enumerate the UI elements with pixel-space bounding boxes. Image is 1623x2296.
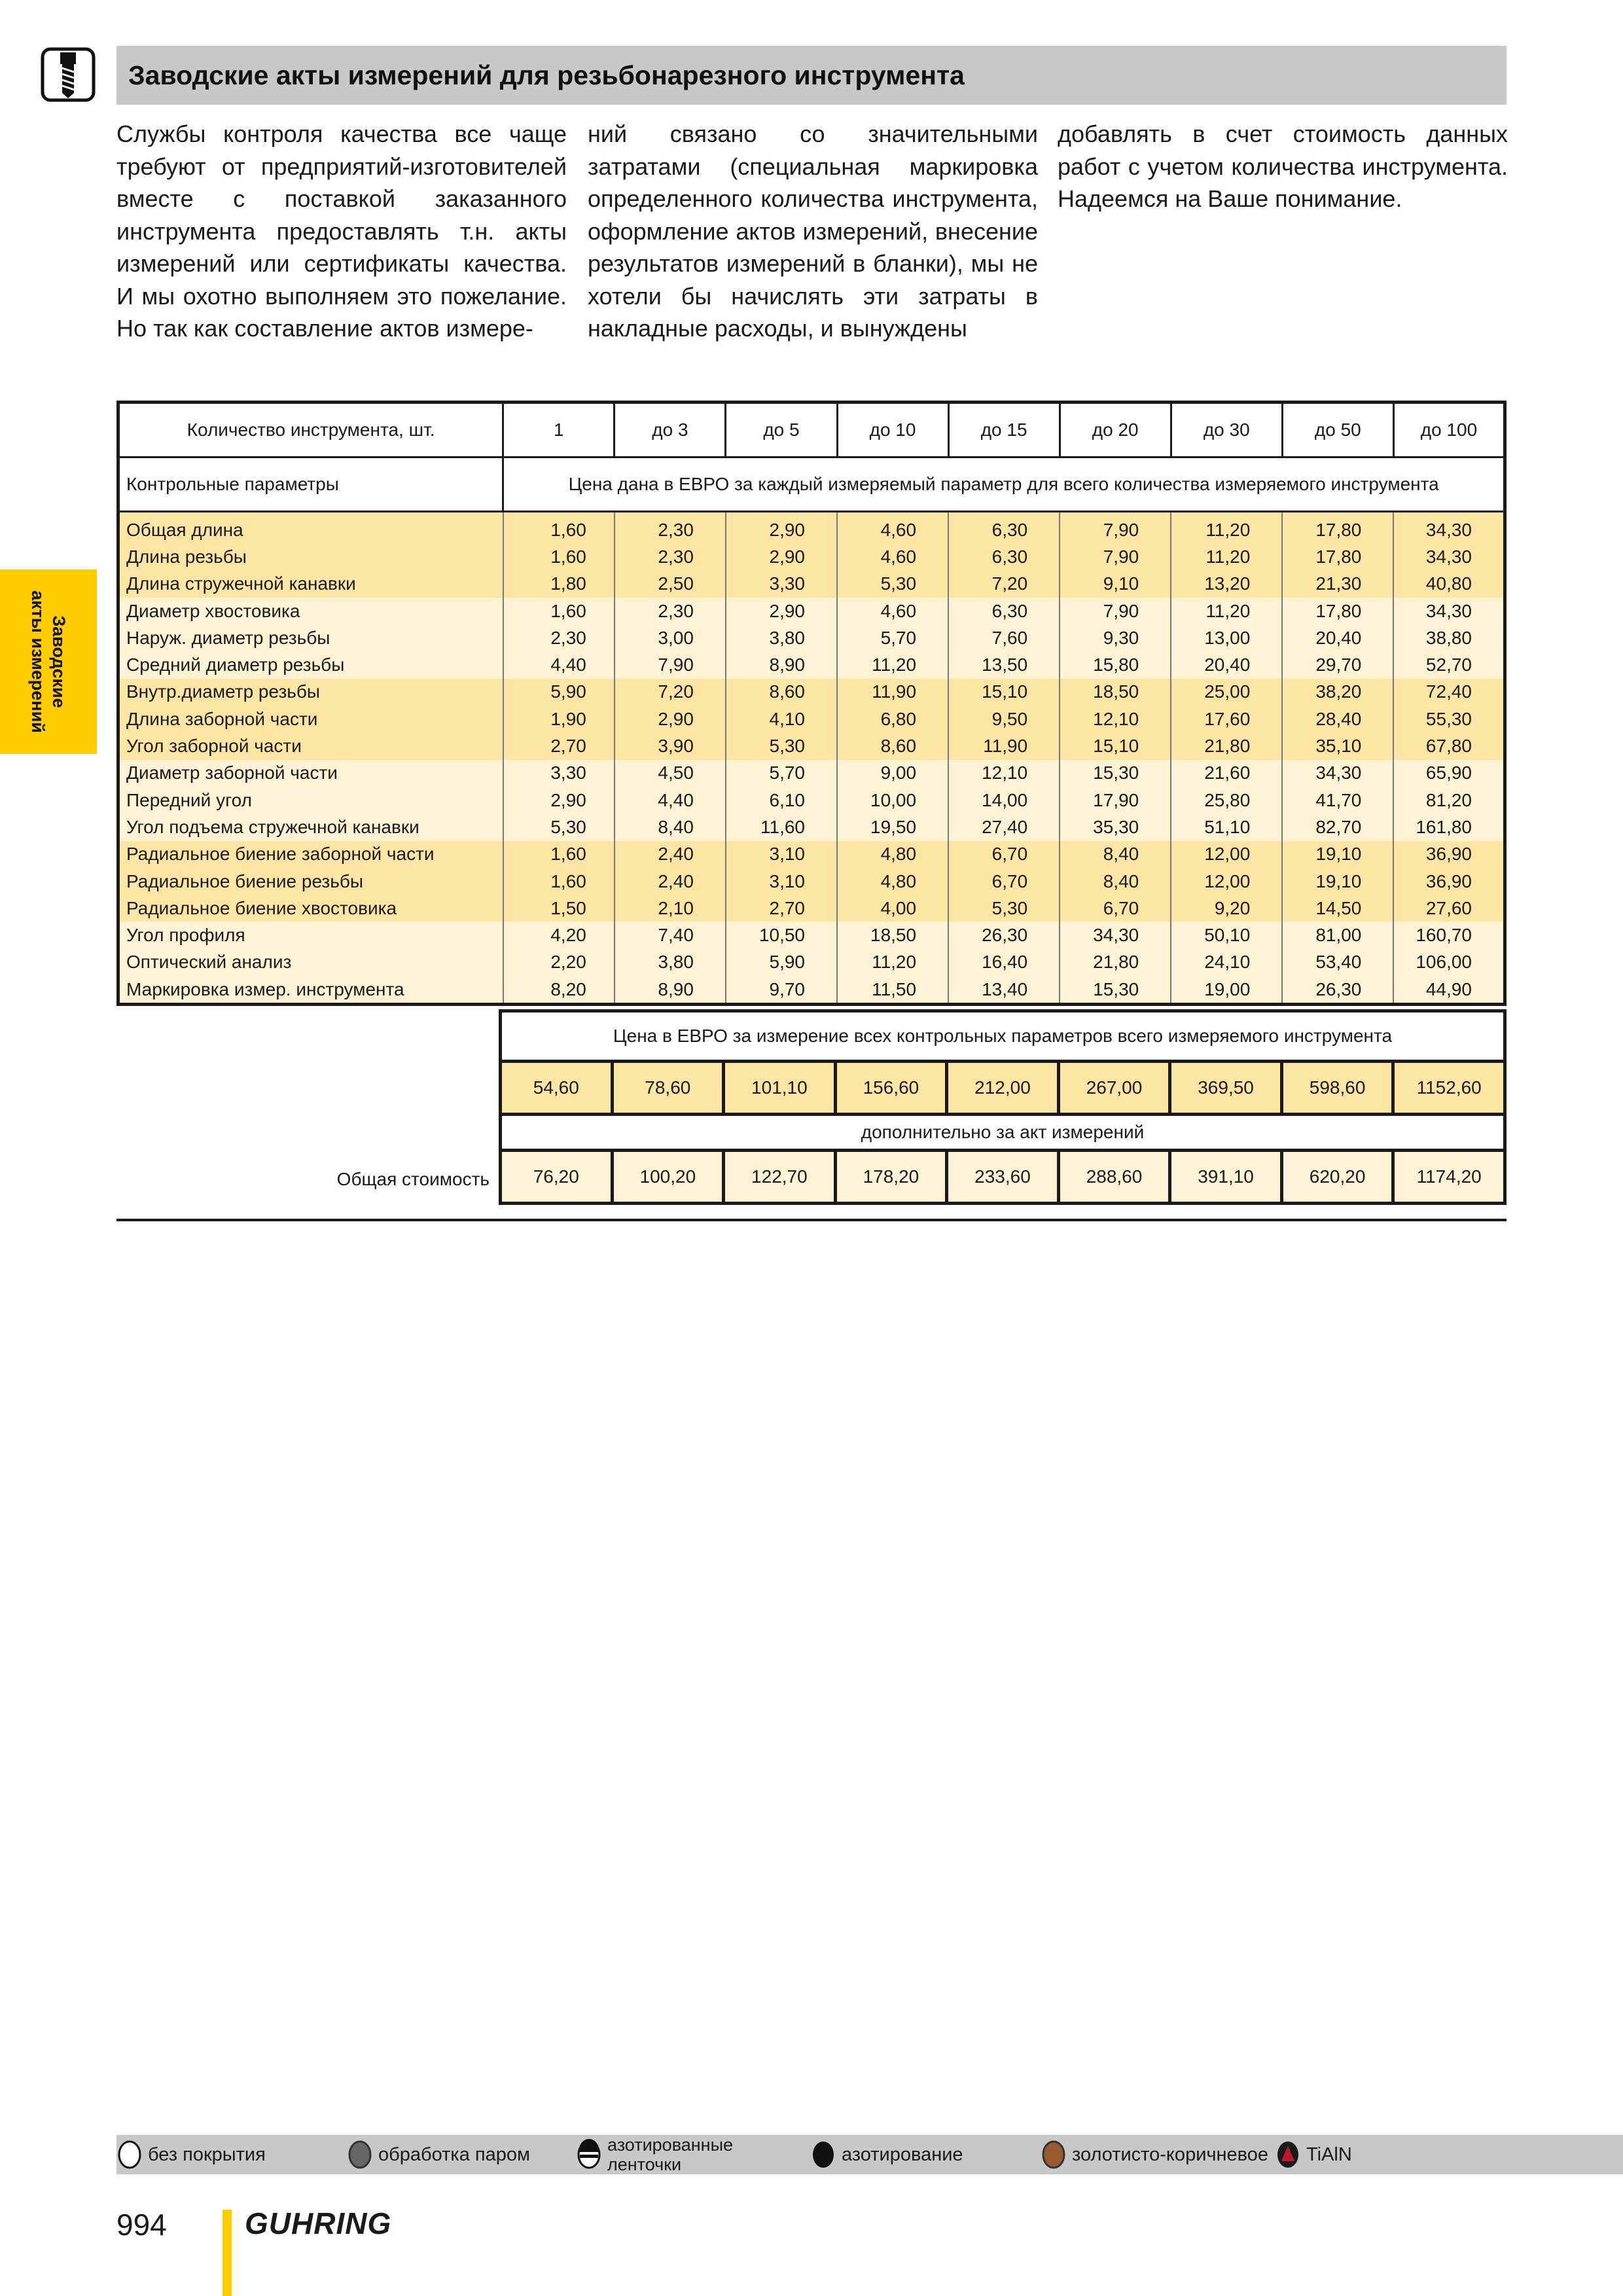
price-cell: 2,90 <box>615 706 726 732</box>
price-cell: 5,30 <box>948 895 1060 922</box>
tap-tool-icon <box>41 47 96 102</box>
parameter-name: Длина стружечной канавки <box>126 573 356 594</box>
price-cell: 4,00 <box>837 895 948 922</box>
price-cell: 12,10 <box>948 760 1060 787</box>
price-cell: 11,20 <box>1171 512 1282 544</box>
table-row <box>118 814 1505 840</box>
footer-accent-bar <box>223 2210 232 2296</box>
price-cell: 2,50 <box>615 571 726 598</box>
page-number: 994 <box>116 2208 167 2242</box>
price-cell: 4,50 <box>615 760 726 787</box>
price-cell: 34,30 <box>1393 543 1505 570</box>
quantity-header-row <box>118 403 1505 457</box>
parameter-header-row <box>118 457 1505 512</box>
price-cell: 8,60 <box>837 732 948 759</box>
price-cell: 55,30 <box>1393 706 1505 732</box>
price-cell: 44,90 <box>1393 976 1505 1005</box>
all-params-value: 54,60 <box>501 1062 613 1115</box>
totals-table <box>499 1009 1507 1205</box>
qty-col-header: 1 <box>503 403 615 457</box>
total-value: 391,10 <box>1170 1151 1282 1204</box>
price-cell: 13,40 <box>948 976 1060 1005</box>
side-tab-line-1: Заводские <box>49 615 69 708</box>
table-row <box>118 651 1505 678</box>
table-row <box>118 512 1505 544</box>
page-title-bar <box>116 46 1507 105</box>
total-value: 178,20 <box>835 1151 947 1204</box>
price-cell: 38,20 <box>1282 679 1393 706</box>
price-cell: 1,60 <box>503 512 615 544</box>
price-cell: 8,40 <box>1060 841 1171 868</box>
price-cell: 15,10 <box>1060 732 1171 759</box>
price-cell: 34,30 <box>1282 760 1393 787</box>
qty-col-header: до 20 <box>1060 403 1171 457</box>
price-cell: 81,00 <box>1282 922 1393 948</box>
qty-col-header: до 5 <box>726 403 837 457</box>
all-params-value: 156,60 <box>835 1062 947 1115</box>
price-cell: 5,30 <box>726 732 837 759</box>
page-title: Заводские акты измерений для резьбонарезного инструмента <box>128 60 965 90</box>
price-cell: 11,50 <box>837 976 948 1005</box>
table-row <box>118 543 1505 570</box>
price-cell: 19,10 <box>1282 868 1393 895</box>
legend-label: обработка паром <box>378 2144 530 2165</box>
table-row <box>118 922 1505 948</box>
price-cell: 11,90 <box>948 732 1060 759</box>
intro-column-2: ний связано со значительными затратами (специальная маркировка определенного количества инструмента, оформление актов измерений, внесение результатов измерений в бланки), мы не хотели бы начислять эти затраты в накладные расходы, и вынуждены <box>588 120 1038 342</box>
parameter-name: Средний диаметр резьбы <box>126 655 345 675</box>
price-cell: 72,40 <box>1393 679 1505 706</box>
qty-col-header: до 100 <box>1393 403 1505 457</box>
price-cell: 4,60 <box>837 543 948 570</box>
legend-label: азотированные ленточки <box>607 2135 733 2174</box>
intro-column-1: Службы контроля качества все чаще требуют от предприятий-изготовителей вместе с поставкой заказанного инструмента предоставлять т.н. акты измерений или сертификаты качества. И мы охотно выполняем это пожелание. Но так как составление актов измере- <box>116 120 567 342</box>
table-row <box>118 787 1505 814</box>
table-row <box>118 624 1505 651</box>
price-cell: 7,90 <box>1060 598 1171 624</box>
price-cell: 15,10 <box>948 679 1060 706</box>
price-cell: 27,40 <box>948 814 1060 840</box>
price-cell: 52,70 <box>1393 651 1505 678</box>
price-cell: 1,60 <box>503 841 615 868</box>
table-row <box>118 598 1505 624</box>
price-cell: 4,20 <box>503 922 615 948</box>
price-cell: 8,90 <box>615 976 726 1005</box>
price-cell: 2,20 <box>503 949 615 976</box>
price-cell: 82,70 <box>1282 814 1393 840</box>
price-cell: 40,80 <box>1393 571 1505 598</box>
price-cell: 9,70 <box>726 976 837 1005</box>
price-cell: 26,30 <box>1282 976 1393 1005</box>
price-cell: 65,90 <box>1393 760 1505 787</box>
price-cell: 4,10 <box>726 706 837 732</box>
price-cell: 1,90 <box>503 706 615 732</box>
price-cell: 160,70 <box>1393 922 1505 948</box>
price-cell: 10,50 <box>726 922 837 948</box>
price-cell: 9,50 <box>948 706 1060 732</box>
price-cell: 34,30 <box>1393 598 1505 624</box>
parameter-name: Угол профиля <box>126 925 245 946</box>
price-cell: 3,80 <box>726 624 837 651</box>
parameter-name: Маркировка измер. инструмента <box>126 978 404 999</box>
total-value: 1174,20 <box>1393 1151 1505 1204</box>
price-cell: 7,20 <box>948 571 1060 598</box>
price-cell: 3,10 <box>726 868 837 895</box>
price-cell: 10,00 <box>837 787 948 814</box>
price-cell: 4,80 <box>837 841 948 868</box>
price-cell: 5,30 <box>837 571 948 598</box>
parameter-name: Наруж. диаметр резьбы <box>126 627 330 648</box>
legend-label: TiAlN <box>1306 2144 1352 2165</box>
price-cell: 6,30 <box>948 598 1060 624</box>
price-cell: 16,40 <box>948 949 1060 976</box>
price-cell: 19,10 <box>1282 841 1393 868</box>
price-cell: 11,20 <box>837 651 948 678</box>
price-cell: 3,10 <box>726 841 837 868</box>
price-cell: 18,50 <box>837 922 948 948</box>
legend-item <box>1041 2135 1268 2174</box>
quantity-label: Количество инструмента, шт. <box>118 403 503 457</box>
price-cell: 4,60 <box>837 512 948 544</box>
all-params-value: 1152,60 <box>1393 1062 1505 1115</box>
price-cell: 15,30 <box>1060 760 1171 787</box>
legend-label: золотисто-коричневое <box>1072 2144 1268 2165</box>
side-tab-line-2: акты измерений <box>28 590 48 733</box>
price-cell: 4,60 <box>837 598 948 624</box>
qty-col-header: до 10 <box>837 403 948 457</box>
price-cell: 53,40 <box>1282 949 1393 976</box>
legend-item <box>347 2135 530 2174</box>
table-row <box>118 760 1505 787</box>
price-cell: 36,90 <box>1393 841 1505 868</box>
table-row <box>118 949 1505 976</box>
price-cell: 17,80 <box>1282 598 1393 624</box>
tialn-icon <box>1275 2139 1301 2170</box>
uncoated-icon <box>116 2139 143 2170</box>
parameter-name: Длина заборной части <box>126 708 318 729</box>
total-value: 122,70 <box>724 1151 836 1204</box>
price-cell: 25,00 <box>1171 679 1282 706</box>
price-cell: 2,90 <box>503 787 615 814</box>
price-cell: 19,50 <box>837 814 948 840</box>
price-cell: 3,80 <box>615 949 726 976</box>
price-cell: 7,90 <box>615 651 726 678</box>
price-cell: 2,30 <box>615 598 726 624</box>
total-value: 100,20 <box>612 1151 724 1204</box>
price-cell: 11,60 <box>726 814 837 840</box>
price-cell: 9,00 <box>837 760 948 787</box>
price-cell: 2,30 <box>615 512 726 544</box>
steam-treated-icon <box>347 2139 373 2170</box>
totals-note-row <box>501 1011 1505 1062</box>
price-table <box>116 401 1507 1006</box>
all-params-values-row <box>501 1062 1505 1115</box>
total-cost-label: Общая стоимость <box>336 1169 490 1189</box>
parameter-label: Контрольные параметры <box>118 457 503 512</box>
price-cell: 13,50 <box>948 651 1060 678</box>
all-params-value: 369,50 <box>1170 1062 1282 1115</box>
price-cell: 6,70 <box>948 868 1060 895</box>
price-cell: 67,80 <box>1393 732 1505 759</box>
price-cell: 25,80 <box>1171 787 1282 814</box>
price-cell: 1,80 <box>503 571 615 598</box>
total-value: 620,20 <box>1281 1151 1393 1204</box>
price-cell: 17,80 <box>1282 512 1393 544</box>
price-cell: 4,40 <box>503 651 615 678</box>
price-cell: 29,70 <box>1282 651 1393 678</box>
price-cell: 3,30 <box>726 571 837 598</box>
price-cell: 27,60 <box>1393 895 1505 922</box>
table-row <box>118 571 1505 598</box>
parameter-name: Радиальное биение резьбы <box>126 870 364 891</box>
extra-note-row <box>501 1115 1505 1151</box>
price-cell: 2,70 <box>726 895 837 922</box>
parameter-name: Радиальное биение хвостовика <box>126 897 397 918</box>
parameter-name: Внутр.диаметр резьбы <box>126 681 321 702</box>
price-cell: 11,20 <box>1171 543 1282 570</box>
qty-col-header: до 30 <box>1171 403 1282 457</box>
price-cell: 8,90 <box>726 651 837 678</box>
total-value: 76,20 <box>501 1151 613 1204</box>
price-cell: 2,70 <box>503 732 615 759</box>
legend-label: азотирование <box>842 2144 963 2165</box>
price-cell: 2,30 <box>503 624 615 651</box>
qty-col-header: до 15 <box>948 403 1060 457</box>
price-cell: 14,50 <box>1282 895 1393 922</box>
parameter-name: Угол заборной части <box>126 736 302 757</box>
price-cell: 106,00 <box>1393 949 1505 976</box>
price-cell: 38,80 <box>1393 624 1505 651</box>
price-cell: 5,90 <box>726 949 837 976</box>
price-cell: 21,80 <box>1171 732 1282 759</box>
table-row <box>118 706 1505 732</box>
price-cell: 21,80 <box>1060 949 1171 976</box>
brand-logo: GUHRING <box>245 2206 392 2240</box>
parameter-name: Передний угол <box>126 789 252 810</box>
table-row <box>118 976 1505 1005</box>
price-cell: 2,40 <box>615 868 726 895</box>
qty-col-header: до 3 <box>615 403 726 457</box>
all-params-value: 212,00 <box>947 1062 1059 1115</box>
price-cell: 34,30 <box>1393 512 1505 544</box>
price-cell: 1,60 <box>503 868 615 895</box>
price-cell: 17,80 <box>1282 543 1393 570</box>
parameter-name: Диаметр хвостовика <box>126 600 300 621</box>
price-cell: 5,70 <box>837 624 948 651</box>
price-cell: 13,20 <box>1171 571 1282 598</box>
price-cell: 1,50 <box>503 895 615 922</box>
parameter-name: Диаметр заборной части <box>126 762 338 783</box>
divider <box>116 1219 1507 1221</box>
price-cell: 5,90 <box>503 679 615 706</box>
price-cell: 2,90 <box>726 598 837 624</box>
price-cell: 7,60 <box>948 624 1060 651</box>
price-cell: 50,10 <box>1171 922 1282 948</box>
price-cell: 12,10 <box>1060 706 1171 732</box>
price-cell: 24,10 <box>1171 949 1282 976</box>
price-cell: 2,40 <box>615 841 726 868</box>
price-cell: 6,70 <box>948 841 1060 868</box>
price-cell: 20,40 <box>1171 651 1282 678</box>
all-params-note: Цена в ЕВРО за измерение всех контрольных параметров всего измеряемого инструмента <box>501 1011 1505 1062</box>
price-cell: 81,20 <box>1393 787 1505 814</box>
price-cell: 2,90 <box>726 543 837 570</box>
legend-label: без покрытия <box>148 2144 266 2165</box>
price-cell: 7,20 <box>615 679 726 706</box>
price-cell: 8,20 <box>503 976 615 1005</box>
all-params-value: 598,60 <box>1281 1062 1393 1115</box>
table-row <box>118 841 1505 868</box>
price-cell: 15,30 <box>1060 976 1171 1005</box>
price-cell: 3,30 <box>503 760 615 787</box>
table-row <box>118 868 1505 895</box>
price-cell: 2,10 <box>615 895 726 922</box>
price-cell: 4,80 <box>837 868 948 895</box>
price-cell: 9,30 <box>1060 624 1171 651</box>
price-cell: 51,10 <box>1171 814 1282 840</box>
price-cell: 6,30 <box>948 512 1060 544</box>
gold-brown-icon <box>1041 2139 1067 2170</box>
price-cell: 36,90 <box>1393 868 1505 895</box>
price-cell: 26,30 <box>948 922 1060 948</box>
price-cell: 17,60 <box>1171 706 1282 732</box>
parameter-name: Общая длина <box>126 519 243 540</box>
price-cell: 5,70 <box>726 760 837 787</box>
price-cell: 2,30 <box>615 543 726 570</box>
nitrided-icon <box>810 2139 836 2170</box>
price-cell: 9,10 <box>1060 571 1171 598</box>
price-cell: 20,40 <box>1282 624 1393 651</box>
price-cell: 28,40 <box>1282 706 1393 732</box>
all-params-value: 78,60 <box>612 1062 724 1115</box>
price-cell: 7,90 <box>1060 512 1171 544</box>
price-cell: 161,80 <box>1393 814 1505 840</box>
price-cell: 8,60 <box>726 679 837 706</box>
price-cell: 17,90 <box>1060 787 1171 814</box>
price-cell: 21,60 <box>1171 760 1282 787</box>
total-values-row <box>501 1151 1505 1204</box>
coating-legend <box>116 2135 1623 2174</box>
price-cell: 6,30 <box>948 543 1060 570</box>
price-cell: 3,90 <box>615 732 726 759</box>
price-cell: 13,00 <box>1171 624 1282 651</box>
price-cell: 21,30 <box>1282 571 1393 598</box>
price-cell: 2,90 <box>726 512 837 544</box>
price-cell: 7,40 <box>615 922 726 948</box>
price-cell: 5,30 <box>503 814 615 840</box>
price-cell: 34,30 <box>1060 922 1171 948</box>
price-cell: 4,40 <box>615 787 726 814</box>
section-side-tab[interactable] <box>0 569 97 754</box>
all-params-value: 101,10 <box>724 1062 836 1115</box>
price-cell: 14,00 <box>948 787 1060 814</box>
parameter-name: Оптический анализ <box>126 952 292 973</box>
total-value: 233,60 <box>947 1151 1059 1204</box>
price-cell: 19,00 <box>1171 976 1282 1005</box>
price-cell: 41,70 <box>1282 787 1393 814</box>
price-cell: 35,10 <box>1282 732 1393 759</box>
price-cell: 35,30 <box>1060 814 1171 840</box>
total-value: 288,60 <box>1058 1151 1170 1204</box>
price-cell: 11,90 <box>837 679 948 706</box>
nitrided-lands-icon <box>576 2139 602 2170</box>
parameter-name: Угол подъема стружечной канавки <box>126 816 419 837</box>
price-cell: 6,10 <box>726 787 837 814</box>
legend-item <box>116 2135 266 2174</box>
price-cell: 3,00 <box>615 624 726 651</box>
price-cell: 1,60 <box>503 543 615 570</box>
extra-note: дополнительно за акт измерений <box>501 1115 1505 1151</box>
price-cell: 11,20 <box>1171 598 1282 624</box>
price-cell: 6,70 <box>1060 895 1171 922</box>
qty-col-header: до 50 <box>1282 403 1393 457</box>
price-cell: 6,80 <box>837 706 948 732</box>
price-cell: 8,40 <box>1060 868 1171 895</box>
parameter-name: Длина резьбы <box>126 546 247 567</box>
price-cell: 15,80 <box>1060 651 1171 678</box>
price-cell: 7,90 <box>1060 543 1171 570</box>
price-table-body <box>118 512 1505 1005</box>
price-cell: 1,60 <box>503 598 615 624</box>
price-cell: 9,20 <box>1171 895 1282 922</box>
table-row <box>118 732 1505 759</box>
legend-item <box>576 2135 771 2174</box>
intro-column-3: добавлять в счет стоимость данных работ с учетом количества инструмента. Надеемся на Ваше понимание. <box>1058 120 1508 212</box>
all-params-value: 267,00 <box>1058 1062 1170 1115</box>
table-row <box>118 895 1505 922</box>
legend-item <box>810 2135 963 2174</box>
price-cell: 8,40 <box>615 814 726 840</box>
price-note: Цена дана в ЕВРО за каждый измеряемый параметр для всего количества измеряемого инструмента <box>503 457 1505 512</box>
table-row <box>118 679 1505 706</box>
price-cell: 12,00 <box>1171 841 1282 868</box>
price-cell: 11,20 <box>837 949 948 976</box>
price-cell: 18,50 <box>1060 679 1171 706</box>
price-cell: 12,00 <box>1171 868 1282 895</box>
legend-item <box>1275 2135 1352 2174</box>
parameter-name: Радиальное биение заборной части <box>126 844 435 865</box>
